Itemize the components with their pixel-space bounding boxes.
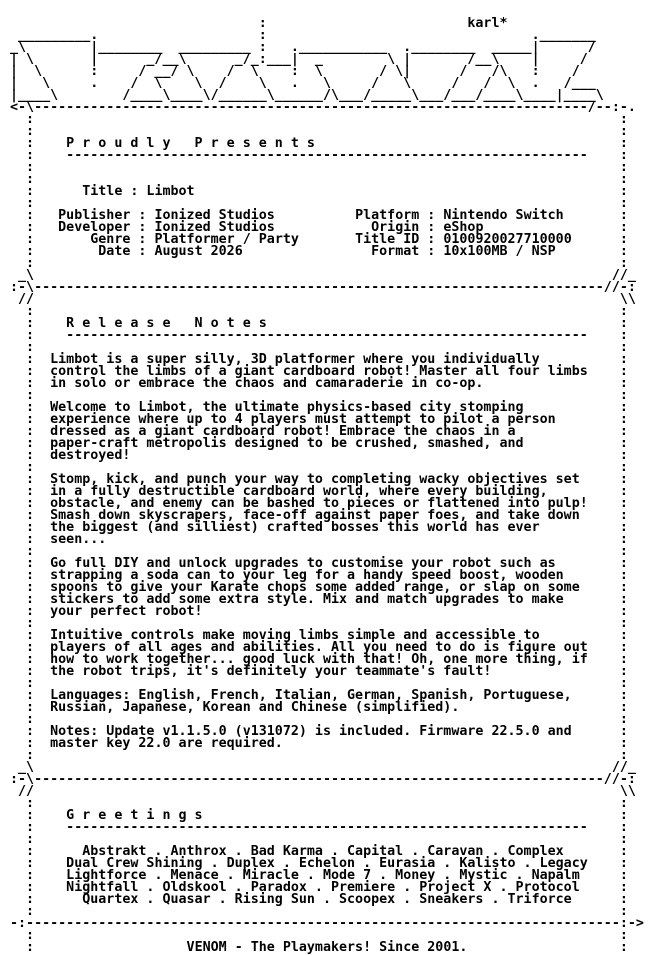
rail-right: : bbox=[555, 412, 628, 427]
rail-left: : bbox=[10, 220, 59, 235]
release-notes-line: your perfect robot! bbox=[50, 604, 203, 619]
titleid-label: Title ID bbox=[347, 232, 420, 247]
nfo-row bbox=[10, 942, 644, 954]
rail-right: : bbox=[539, 520, 628, 535]
blank: : : bbox=[10, 340, 628, 355]
logo-line: |____\ /____\____\/______\______/\___/_____\___/___/____\____|____\ bbox=[10, 88, 604, 103]
rail-right: : bbox=[555, 556, 628, 571]
rail-left: : bbox=[10, 424, 51, 439]
release-notes-line: Limbot is a super silly, 3D platformer where you individually bbox=[50, 352, 540, 367]
section-heading-presents: P r o u d l y P r e s e n t s bbox=[66, 136, 315, 151]
rail-right: : bbox=[571, 724, 628, 739]
rail-right: : bbox=[194, 184, 628, 199]
genre-value: Platformer / Party bbox=[154, 232, 348, 247]
rail-left: : bbox=[10, 640, 51, 655]
release-notes-line: master key 22.0 are required. bbox=[50, 736, 283, 751]
blank: : : bbox=[10, 196, 628, 211]
rail-right: : bbox=[130, 448, 628, 463]
rail-right: : bbox=[539, 352, 628, 367]
rail-right: : bbox=[266, 316, 628, 331]
logo-line: <-\---------------------------------------------------------------------/--:-. bbox=[10, 100, 636, 115]
rail-left: : bbox=[10, 556, 51, 571]
rail-right: : bbox=[467, 940, 628, 955]
blank: : : bbox=[10, 256, 628, 271]
rail-left: : bbox=[10, 532, 51, 547]
blank: : : bbox=[10, 544, 628, 559]
rail-right: : bbox=[523, 400, 628, 415]
blank: : : bbox=[10, 616, 628, 631]
rail-left: : bbox=[10, 208, 59, 223]
rail-right: : bbox=[539, 628, 628, 643]
release-notes-line: players of all ages and abilities. All you need to do is figure out bbox=[50, 640, 588, 655]
heading-underline: : ----------------------------------------------------------------- : bbox=[10, 820, 628, 835]
logo-line: | \ . / \ \ / \ . \ / \ / / \ . /___ bbox=[10, 76, 596, 91]
blank: : : bbox=[10, 928, 628, 943]
release-notes-line: dressed as a giant cardboard robot! Embrace the chaos in a bbox=[50, 424, 516, 439]
rail-right: : bbox=[523, 436, 628, 451]
release-notes-line: destroyed! bbox=[50, 448, 131, 463]
rail-left: : bbox=[10, 724, 51, 739]
release-notes-line: the robot trips, it's definitely your teammate's fault! bbox=[50, 664, 492, 679]
release-notes-line: obstacle, and enemy can be bashed to pieces or flattened into pulp! bbox=[50, 496, 588, 511]
rail-left: : bbox=[10, 496, 51, 511]
section-heading-release-notes: R e l e a s e N o t e s bbox=[66, 316, 267, 331]
greetings-line: Abstrakt . Anthrox . Bad Karma . Capital . Caravan . Complex bbox=[82, 844, 564, 859]
developer-value: Ionized Studios bbox=[154, 220, 348, 235]
divider-bottom: // \\ bbox=[10, 292, 636, 307]
rail-right: : bbox=[282, 736, 628, 751]
rail-left: : bbox=[10, 400, 51, 415]
sep: : bbox=[419, 208, 444, 223]
rail-left: : bbox=[10, 232, 59, 247]
nfo-document bbox=[10, 18, 644, 954]
rail-right: : bbox=[579, 868, 628, 883]
rail-right: : bbox=[587, 652, 628, 667]
rail-left: : bbox=[10, 580, 51, 595]
footer-tagline: VENOM - The Playmakers! Since 2001. bbox=[186, 940, 468, 955]
greetings-line: Dual Crew Shining . Duplex . Echelon . Eurasia . Kalisto . Legacy bbox=[66, 856, 588, 871]
rail-left: : bbox=[10, 484, 51, 499]
rail-left: : bbox=[10, 736, 51, 751]
release-notes-line: seen... bbox=[50, 532, 107, 547]
rail-right: : bbox=[571, 688, 628, 703]
rail-left: : bbox=[10, 352, 51, 367]
logo-line: _\ |________ _________ : .___________ .________ _____| / bbox=[10, 40, 596, 55]
divider-top: _\ //_ bbox=[10, 760, 636, 775]
rail-left: : bbox=[10, 592, 51, 607]
release-notes-line: in a fully destructible cardboard world, where every building, bbox=[50, 484, 548, 499]
release-notes-line: how to work together... good luck with that! Oh, one more thing, if bbox=[50, 652, 588, 667]
blank: : : bbox=[10, 172, 628, 187]
release-notes-line: control the limbs of a giant cardboard robot! Master all four limbs bbox=[50, 364, 588, 379]
platform-label: Platform bbox=[347, 208, 420, 223]
footer-arrow: -:--------------------------------------------------------------------------:-> bbox=[10, 916, 644, 931]
developer-label: Developer bbox=[58, 220, 131, 235]
nfo-row bbox=[10, 894, 644, 906]
rail-right: : bbox=[579, 880, 628, 895]
rail-right: : bbox=[483, 220, 628, 235]
divider-bottom: // \\ bbox=[10, 784, 636, 799]
sep: : bbox=[130, 232, 155, 247]
format-value: 10x100MB / NSP bbox=[443, 244, 556, 259]
section-heading-greetings: G r e e t i n g s bbox=[66, 808, 203, 823]
rail-left: : bbox=[10, 244, 59, 259]
rail-left: : bbox=[10, 508, 51, 523]
blank: : : bbox=[10, 676, 628, 691]
release-notes-line: experience where up to 4 players must attempt to pilot a person bbox=[50, 412, 556, 427]
release-notes-line: Go full DIY and unlock upgrades to customise your robot such as bbox=[50, 556, 556, 571]
rail-left: : bbox=[10, 184, 83, 199]
release-notes-line: in solo or embrace the chaos and camaraderie in co-op. bbox=[50, 376, 484, 391]
rail-right: : bbox=[314, 136, 628, 151]
sep: : bbox=[130, 244, 155, 259]
rail-right: : bbox=[555, 244, 628, 259]
rail-left: : bbox=[10, 376, 51, 391]
rail-right: : bbox=[106, 532, 628, 547]
date-value: August 2026 bbox=[154, 244, 348, 259]
panel-rail: : : bbox=[10, 112, 628, 127]
publisher-label: Publisher bbox=[58, 208, 131, 223]
rail-left: : bbox=[10, 856, 67, 871]
rail-left: : bbox=[10, 412, 51, 427]
release-notes-line: Languages: English, French, Italian, German, Spanish, Portuguese, bbox=[50, 688, 572, 703]
greetings-line: Nightfall . Oldskool . Paradox . Premiere . Project X . Protocol bbox=[66, 880, 580, 895]
rail-left: : bbox=[10, 364, 51, 379]
panel-rail: : : bbox=[10, 124, 628, 139]
blank: : : bbox=[10, 712, 628, 727]
divider-mid: :-\-----------------------------------------------------------------------//-: bbox=[10, 280, 636, 295]
divider-top: _\ //_ bbox=[10, 268, 636, 283]
release-notes-line: Intuitive controls make moving limbs simple and accessible to bbox=[50, 628, 540, 643]
rail-right: : bbox=[587, 856, 628, 871]
heading-underline: : ----------------------------------------------------------------- : bbox=[10, 328, 628, 343]
logo-line: : karl* bbox=[10, 16, 508, 31]
rail-right: : bbox=[491, 664, 628, 679]
release-notes-line: the biggest (and silliest) crafted bosses this world has ever bbox=[50, 520, 540, 535]
rail-left: : bbox=[10, 892, 83, 907]
rail-left: : bbox=[10, 940, 187, 955]
rail-right: : bbox=[202, 808, 628, 823]
release-notes-line: Notes: Update v1.1.5.0 (v131072) is included. Firmware 22.5.0 and bbox=[50, 724, 572, 739]
greetings-line: Lightforce . Menace . Miracle . Mode 7 . Money . Mystic . Napalm bbox=[66, 868, 580, 883]
date-label: Date bbox=[58, 244, 131, 259]
rail-left: : bbox=[10, 136, 67, 151]
logo-line: | \ | _/__\ _/_:___| _ \ | /__\ | / bbox=[10, 52, 588, 67]
rail-right: : bbox=[563, 592, 628, 607]
blank: : : bbox=[10, 796, 628, 811]
title-label: Title bbox=[82, 184, 123, 199]
release-notes-line: strapping a soda can to your leg for a handy speed boost, wooden bbox=[50, 568, 564, 583]
release-notes-line: paper-craft metropolis designed to be crushed, smashed, and bbox=[50, 436, 524, 451]
release-notes-line: stickers to add some extra style. Mix and match upgrades to make bbox=[50, 592, 564, 607]
rail-right: : bbox=[579, 580, 628, 595]
rail-left: : bbox=[10, 628, 51, 643]
rail-right: : bbox=[587, 364, 628, 379]
rail-left: : bbox=[10, 472, 51, 487]
blank: : : bbox=[10, 160, 628, 175]
rail-right: : bbox=[459, 700, 628, 715]
sep: : bbox=[419, 232, 444, 247]
sep: : bbox=[122, 184, 147, 199]
rail-left: : bbox=[10, 568, 51, 583]
rail-left: : bbox=[10, 604, 51, 619]
rail-left: : bbox=[10, 664, 51, 679]
rail-left: : bbox=[10, 436, 51, 451]
release-notes-line: Welcome to Limbot, the ultimate physics-based city stomping bbox=[50, 400, 524, 415]
sep: : bbox=[130, 208, 155, 223]
release-notes-line: Russian, Japanese, Korean and Chinese (simplified). bbox=[50, 700, 460, 715]
rail-right: : bbox=[563, 844, 628, 859]
rail-right: : bbox=[587, 496, 628, 511]
rail-right: : bbox=[563, 568, 628, 583]
publisher-value: Ionized Studios bbox=[154, 208, 348, 223]
genre-label: Genre bbox=[58, 232, 131, 247]
sep: : bbox=[130, 220, 155, 235]
titleid-value: 0100920027710000 bbox=[443, 232, 572, 247]
rail-left: : bbox=[10, 316, 67, 331]
rail-left: : bbox=[10, 448, 51, 463]
release-notes-line: Smash down skyscrapers, face-off against paper foes, and take down bbox=[50, 508, 580, 523]
logo-line: | \ : / __/ \ / \ : \ / \| / /\ : / bbox=[10, 64, 580, 79]
rail-right: : bbox=[483, 376, 628, 391]
logo-line: _________. : ._______ bbox=[10, 28, 596, 43]
blank: : : bbox=[10, 304, 628, 319]
blank: : : bbox=[10, 460, 628, 475]
heading-underline: : ----------------------------------------------------------------- : bbox=[10, 148, 628, 163]
blank: : : bbox=[10, 904, 628, 919]
release-notes-line: Stomp, kick, and punch your way to completing wacky objectives set bbox=[50, 472, 580, 487]
origin-value: eShop bbox=[443, 220, 484, 235]
sep: : bbox=[419, 244, 444, 259]
blank: : : bbox=[10, 748, 628, 763]
blank: : : bbox=[10, 832, 628, 847]
rail-right: : bbox=[571, 232, 628, 247]
rail-left: : bbox=[10, 652, 51, 667]
rail-right: : bbox=[202, 604, 628, 619]
title-value: Limbot bbox=[146, 184, 195, 199]
rail-left: : bbox=[10, 808, 67, 823]
rail-right: : bbox=[579, 472, 628, 487]
rail-left: : bbox=[10, 844, 83, 859]
blank: : : bbox=[10, 388, 628, 403]
rail-left: : bbox=[10, 880, 67, 895]
rail-left: : bbox=[10, 520, 51, 535]
divider-mid: :-\-----------------------------------------------------------------------//-: bbox=[10, 772, 636, 787]
sep: : bbox=[419, 220, 444, 235]
rail-right: : bbox=[547, 484, 628, 499]
origin-label: Origin bbox=[347, 220, 420, 235]
rail-right: : bbox=[587, 640, 628, 655]
rail-left: : bbox=[10, 688, 51, 703]
rail-right: : bbox=[579, 508, 628, 523]
rail-left: : bbox=[10, 700, 51, 715]
rail-right: : bbox=[563, 208, 628, 223]
platform-value: Nintendo Switch bbox=[443, 208, 564, 223]
greetings-line: Quartex . Quasar . Rising Sun . Scoopex . Sneakers . Triforce bbox=[82, 892, 572, 907]
release-notes-line: spoons to give your Karate chops some added range, or slap on some bbox=[50, 580, 580, 595]
rail-right: : bbox=[515, 424, 628, 439]
format-label: Format bbox=[347, 244, 420, 259]
rail-right: : bbox=[571, 892, 628, 907]
rail-left: : bbox=[10, 868, 67, 883]
